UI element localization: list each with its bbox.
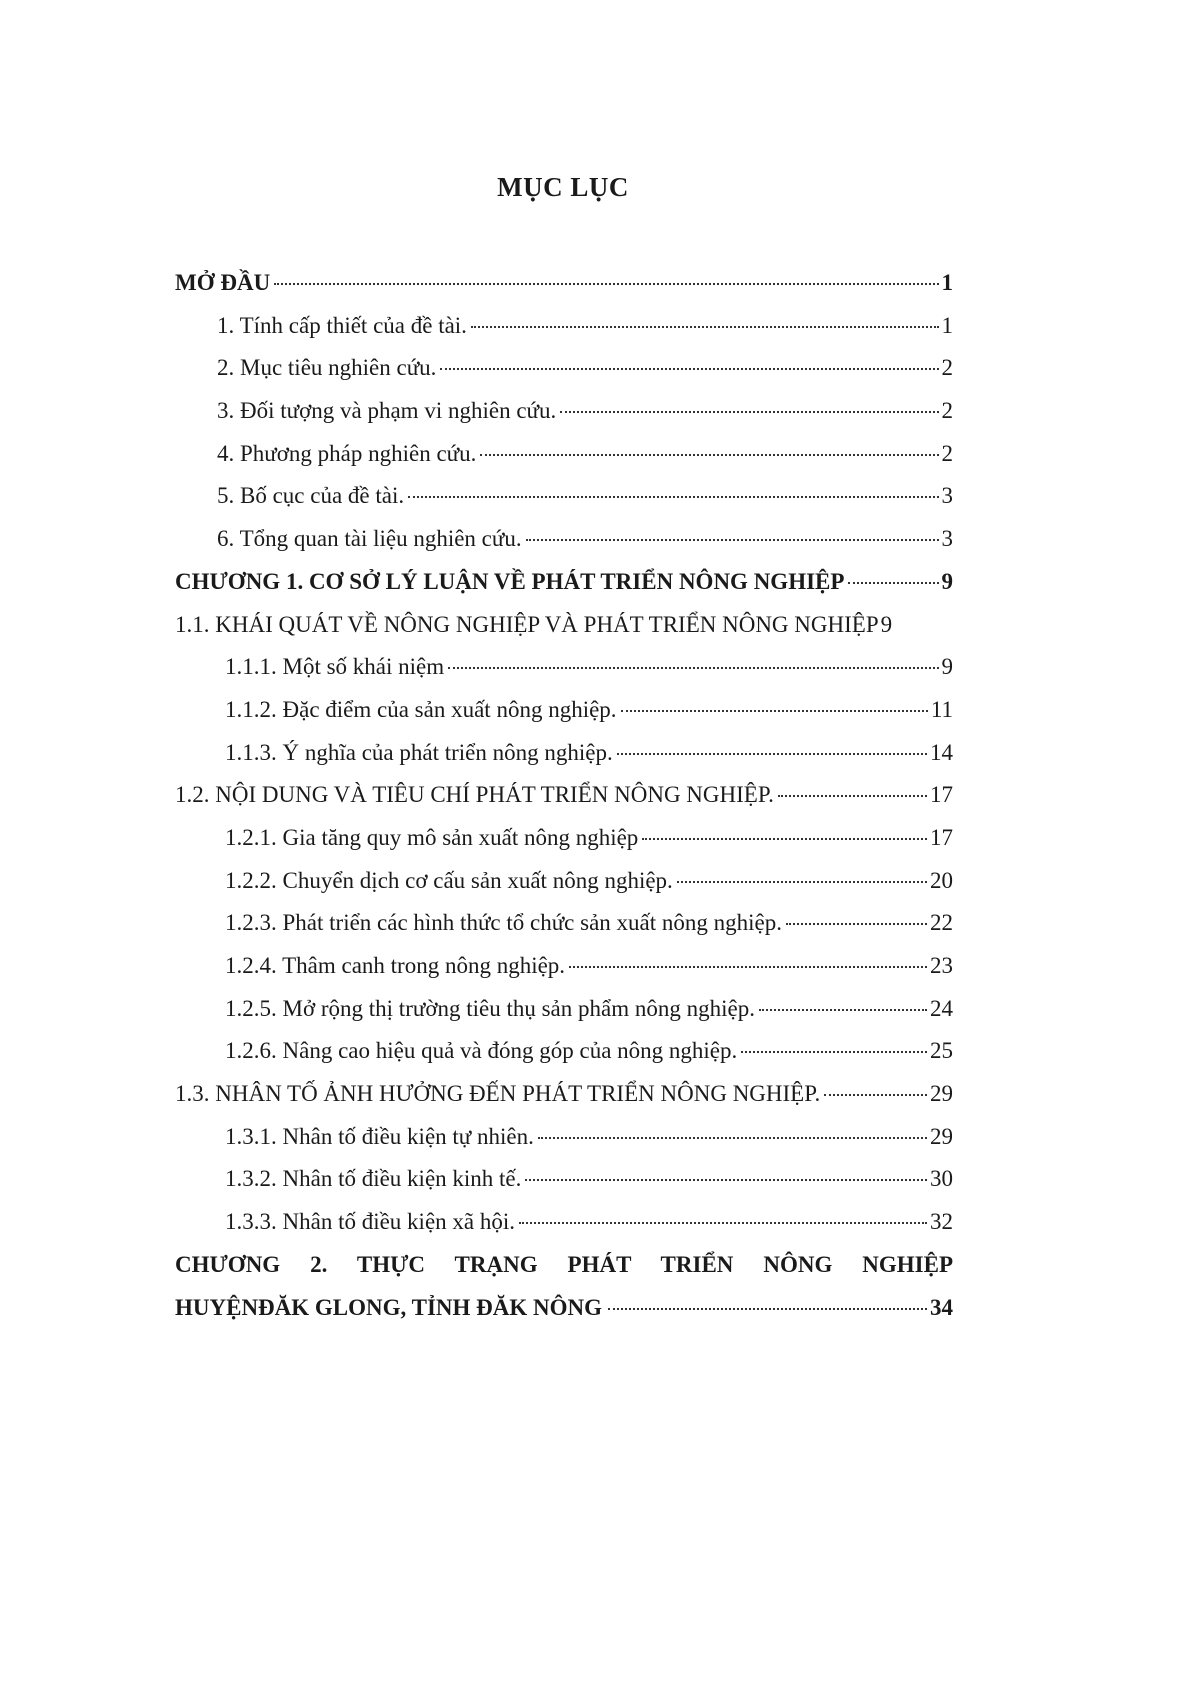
toc-entry-page: 32 bbox=[930, 1209, 953, 1235]
toc-entry-chuong-2-line-1[interactable] bbox=[175, 1244, 953, 1287]
toc-entry-page: 30 bbox=[930, 1166, 953, 1192]
toc-entry-page: 29 bbox=[930, 1081, 953, 1107]
dot-leader bbox=[480, 454, 938, 456]
toc-entry-text: 1. Tính cấp thiết của đề tài. bbox=[217, 312, 467, 338]
dot-leader bbox=[824, 1094, 927, 1096]
toc-entry-1-2-6[interactable] bbox=[175, 1030, 953, 1073]
toc-entry-chuong-2-line-2[interactable] bbox=[175, 1287, 953, 1330]
toc-entry-page: 25 bbox=[930, 1038, 953, 1064]
table-of-contents bbox=[175, 262, 953, 1329]
toc-entry-6[interactable] bbox=[175, 518, 953, 561]
dot-leader bbox=[560, 411, 938, 413]
toc-entry-text: 2. Mục tiêu nghiên cứu. bbox=[217, 355, 437, 381]
toc-entry-1-3-2[interactable] bbox=[175, 1158, 953, 1201]
dot-leader bbox=[448, 667, 938, 669]
toc-entry-page: 2 bbox=[941, 398, 953, 424]
dot-leader bbox=[642, 838, 927, 840]
dot-leader bbox=[778, 795, 927, 797]
toc-entry-text: 1.2.3. Phát triển các hình thức tổ chức sản xuất nông nghiệp. bbox=[225, 910, 782, 936]
toc-entry-page: 1 bbox=[941, 312, 953, 338]
toc-entry-text: 1.1.2. Đặc điểm của sản xuất nông nghiệp. bbox=[225, 696, 617, 722]
toc-entry-1-3-3[interactable] bbox=[175, 1201, 953, 1244]
toc-entry-text: 1.1. KHÁI QUÁT VỀ NÔNG NGHIỆP VÀ PHÁT TRIỂN NÔNG NGHIỆP bbox=[175, 611, 879, 637]
dot-leader bbox=[471, 326, 939, 328]
toc-entry-2[interactable] bbox=[175, 347, 953, 390]
dot-leader bbox=[741, 1051, 927, 1053]
toc-entry-1-1-2[interactable] bbox=[175, 689, 953, 732]
toc-entry-page: 20 bbox=[930, 867, 953, 893]
toc-entry-4[interactable] bbox=[175, 433, 953, 476]
toc-entry-text: 1.1.1. Một số khái niệm bbox=[225, 654, 445, 680]
dot-leader bbox=[677, 881, 927, 883]
toc-entry-text: 5. Bố cục của đề tài. bbox=[217, 483, 405, 509]
toc-entry-text: CHƯƠNG 2. THỰC TRẠNG PHÁT TRIỂN NÔNG NGHIỆP bbox=[175, 1251, 953, 1277]
toc-entry-text: CHƯƠNG 1. CƠ SỞ LÝ LUẬN VỀ PHÁT TRIỂN NÔNG NGHIỆP bbox=[175, 568, 845, 594]
toc-entry-text: 1.2.5. Mở rộng thị trường tiêu thụ sản phẩm nông nghiệp. bbox=[225, 995, 755, 1021]
toc-entry-1-2-4[interactable] bbox=[175, 945, 953, 988]
toc-entry-text: 1.3.1. Nhân tố điều kiện tự nhiên. bbox=[225, 1123, 534, 1149]
toc-entry-page: 14 bbox=[930, 739, 953, 765]
dot-leader bbox=[538, 1137, 927, 1139]
toc-entry-text: 1.2.6. Nâng cao hiệu quả và đóng góp của nông nghiệp. bbox=[225, 1038, 738, 1064]
toc-entry-page: 9 bbox=[941, 568, 953, 594]
toc-entry-1-1-1[interactable] bbox=[175, 646, 953, 689]
toc-entry-page: 9 bbox=[941, 654, 953, 680]
toc-entry-page: 22 bbox=[930, 910, 953, 936]
toc-entry-page: 3 bbox=[941, 526, 953, 552]
toc-entry-page: 17 bbox=[930, 824, 953, 850]
toc-entry-text: 3. Đối tượng và phạm vi nghiên cứu. bbox=[217, 398, 557, 424]
dot-leader bbox=[525, 1179, 927, 1181]
toc-entry-1-3-1[interactable] bbox=[175, 1116, 953, 1159]
toc-entry-1-2-2[interactable] bbox=[175, 860, 953, 903]
toc-entry-1[interactable] bbox=[175, 305, 953, 348]
dot-leader bbox=[786, 923, 927, 925]
dot-leader bbox=[519, 1222, 927, 1224]
toc-entry-text: 1.3.2. Nhân tố điều kiện kinh tế. bbox=[225, 1166, 522, 1192]
toc-entry-text: 1.1.3. Ý nghĩa của phát triển nông nghiệp. bbox=[225, 739, 613, 765]
toc-entry-page: 24 bbox=[930, 995, 953, 1021]
toc-entry-3[interactable] bbox=[175, 390, 953, 433]
toc-entry-text: 4. Phương pháp nghiên cứu. bbox=[217, 440, 477, 466]
toc-entry-text: 1.2. NỘI DUNG VÀ TIÊU CHÍ PHÁT TRIỂN NÔNG NGHIỆP. bbox=[175, 782, 774, 808]
toc-entry-1-2[interactable] bbox=[175, 774, 953, 817]
dot-leader bbox=[526, 539, 939, 541]
toc-entry-page: 17 bbox=[930, 782, 953, 808]
toc-entry-page: 2 bbox=[941, 355, 953, 381]
toc-entry-1-3[interactable] bbox=[175, 1073, 953, 1116]
toc-entry-1-1-3[interactable] bbox=[175, 732, 953, 775]
toc-entry-text: 1.2.1. Gia tăng quy mô sản xuất nông nghiệp bbox=[225, 824, 639, 850]
toc-entry-chuong-1[interactable] bbox=[175, 561, 953, 604]
dot-leader bbox=[848, 582, 938, 584]
toc-entry-page: 2 bbox=[941, 440, 953, 466]
page-title: MỤC LỤC bbox=[497, 172, 629, 202]
dot-leader bbox=[621, 710, 928, 712]
toc-entry-text: 1.3.3. Nhân tố điều kiện xã hội. bbox=[225, 1209, 516, 1235]
toc-entry-1-2-1[interactable] bbox=[175, 817, 953, 860]
toc-entry-text: 1.3. NHÂN TỐ ẢNH HƯỞNG ĐẾN PHÁT TRIỂN NÔNG NGHIỆP. bbox=[175, 1081, 821, 1107]
toc-entry-1-1[interactable] bbox=[175, 604, 953, 647]
dot-leader bbox=[759, 1009, 927, 1011]
toc-entry-page: 34 bbox=[930, 1294, 953, 1320]
toc-entry-text: MỞ ĐẦU bbox=[175, 270, 271, 295]
toc-entry-5[interactable] bbox=[175, 475, 953, 518]
toc-entry-text: HUYỆNĐĂK GLONG, TỈNH ĐĂK NÔNG bbox=[175, 1294, 603, 1320]
toc-entry-text: 6. Tổng quan tài liệu nghiên cứu. bbox=[217, 526, 522, 552]
toc-entry-page: 3 bbox=[941, 483, 953, 509]
toc-entry-page: 1 bbox=[941, 270, 953, 295]
dot-leader bbox=[569, 966, 927, 968]
dot-leader bbox=[408, 496, 938, 498]
dot-leader bbox=[274, 283, 938, 285]
toc-entry-text: 1.2.4. Thâm canh trong nông nghiệp. bbox=[225, 953, 566, 978]
dot-leader bbox=[617, 753, 927, 755]
toc-entry-page: 23 bbox=[930, 953, 953, 978]
toc-entry-page: 11 bbox=[930, 696, 953, 722]
toc-entry-1-2-5[interactable] bbox=[175, 988, 953, 1031]
toc-entry-page: 9 bbox=[880, 611, 893, 637]
toc-entry-mo-dau[interactable] bbox=[175, 262, 953, 305]
dot-leader bbox=[608, 1308, 927, 1310]
toc-entry-1-2-3[interactable] bbox=[175, 902, 953, 945]
toc-entry-text: 1.2.2. Chuyển dịch cơ cấu sản xuất nông nghiệp. bbox=[225, 867, 673, 893]
toc-entry-page: 29 bbox=[930, 1123, 953, 1149]
dot-leader bbox=[440, 368, 938, 370]
